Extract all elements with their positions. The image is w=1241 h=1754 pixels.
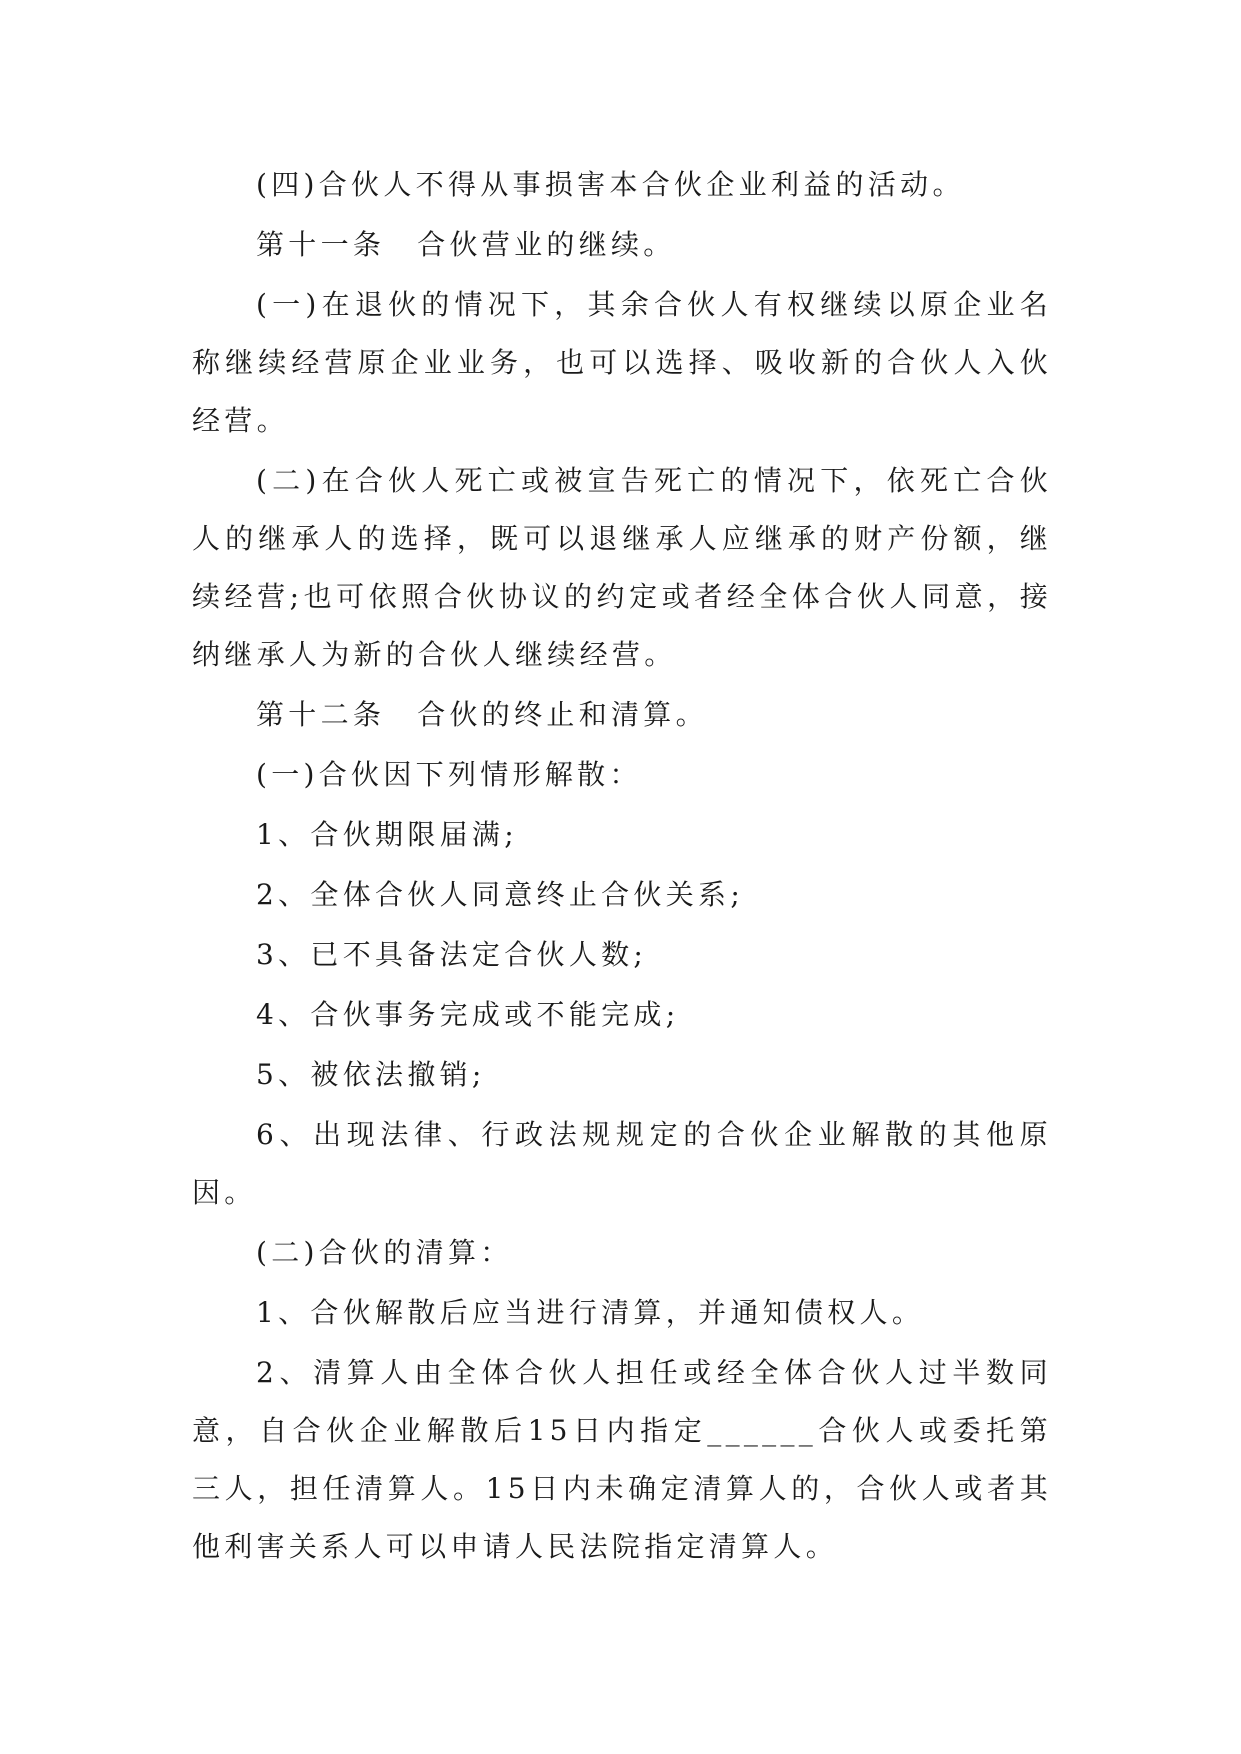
paragraph-liquidation-intro: (二)合伙的清算： [256, 1236, 513, 1269]
list-item-liquidation-1: 1、合伙解散后应当进行清算，并通知债权人。 [256, 1296, 925, 1329]
article-11-title: 合伙营业的继续。 [417, 228, 676, 261]
list-item-dissolution-1: 1、合伙期限届满; [256, 818, 518, 851]
paragraph-withdrawal-continuation: (一)在退伙的情况下，其余合伙人有权继续以原企业名称继续经营原企业业务，也可以选择、吸收新的合伙人入伙经营。 [192, 288, 1052, 437]
list-item-dissolution-3: 3、已不具备法定合伙人数; [256, 938, 648, 971]
list-item-liquidation-2: 2、清算人由全体合伙人担任或经全体合伙人过半数同意，自合伙企业解散后15日内指定______合伙人或委托第三人，担任清算人。15日内未确定清算人的，合伙人或者其他利害关系人可以申请人民法院指定清算人。 [192, 1356, 1052, 1563]
article-11-number: 第十一条 [256, 228, 386, 261]
paragraph-dissolution-intro: (一)合伙因下列情形解散： [256, 758, 642, 791]
list-item-dissolution-6: 6、出现法律、行政法规规定的合伙企业解散的其他原因。 [192, 1118, 1052, 1209]
paragraph-partner-duty: (四)合伙人不得从事损害本合伙企业利益的活动。 [256, 168, 965, 201]
paragraph-death-continuation: (二)在合伙人死亡或被宣告死亡的情况下，依死亡合伙人的继承人的选择，既可以退继承人应继承的财产份额，继续经营;也可依照合伙协议的约定或者经全体合伙人同意，接纳继承人为新的合伙人继续经营。 [192, 464, 1052, 671]
article-12-heading [192, 686, 1052, 744]
article-12-number: 第十二条 [256, 698, 386, 731]
list-item-dissolution-2: 2、全体合伙人同意终止合伙关系; [256, 878, 745, 911]
article-12-title: 合伙的终止和清算。 [417, 698, 708, 731]
article-11-heading [192, 216, 1052, 274]
document-body [192, 156, 1052, 1578]
list-item-dissolution-5: 5、被依法撤销; [256, 1058, 486, 1091]
list-item-dissolution-4: 4、合伙事务完成或不能完成; [256, 998, 680, 1031]
